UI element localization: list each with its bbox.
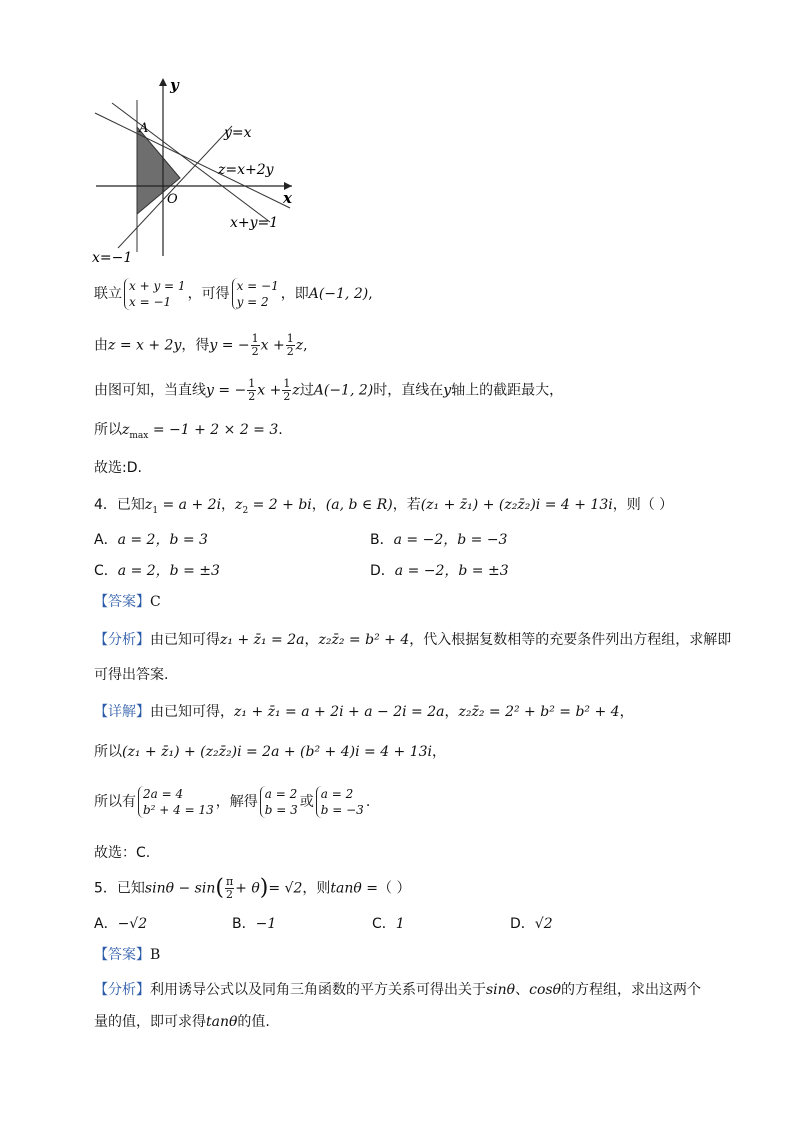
q4-answer: 【答案】C	[94, 594, 161, 610]
q5-option-b: B．−1	[232, 916, 277, 932]
q5-analysis-line2: 量的值，即可求得tanθ的值.	[94, 1014, 270, 1030]
solution-line-system: 联立 x + y = 1 x = −1 ，可得 x = −1 y = 2 ，即A(−1, 2),	[94, 279, 373, 309]
system-brace-5: a = 2 b = −3	[316, 786, 364, 818]
fraction-pi-over-2: $\frac{\pi}{2}$	[225, 875, 234, 901]
line-label-x-eq-minus1: x=−1	[92, 250, 133, 266]
origin-label: O	[167, 192, 178, 207]
system-brace-1: x + y = 1 x = −1	[124, 278, 186, 310]
q4-analysis-line2: 可得出答案.	[94, 667, 169, 683]
q4-option-b: B．a = −2，b = −3	[370, 532, 508, 548]
q4-detail-line3: 所以有 2a = 4 b² + 4 = 13 ，解得 a = 2 b = 3 或 a = 2 b = −3 .	[94, 787, 371, 817]
q5-option-a: A．−√2	[94, 916, 148, 932]
system-brace-2: x = −1 y = 2	[232, 278, 279, 310]
fraction-half: $\frac{1}{2}$	[248, 377, 256, 403]
solution-choice-d: 故选:D.	[94, 460, 142, 476]
line-label-z: z=x+2y	[218, 162, 274, 178]
fraction-half: $\frac{1}{2}$	[283, 377, 291, 403]
q5-option-c: C．1	[372, 916, 405, 932]
axis-y-label: y	[170, 76, 179, 94]
point-A-label: A	[139, 121, 149, 136]
question-4-stem: 4．已知$z_1 = a + 2i$，$z_2 = 2$ + bi，(a, b ∈ R)，若(z₁ + z̄₁) + (z₂z̄₂)i = 4 + 13i，则（ ）	[94, 497, 674, 516]
q5-analysis-line1: 【分析】利用诱导公式以及同角三角函数的平方关系可得出关于sinθ、cosθ的方程组，求出这两个	[94, 982, 701, 998]
q4-analysis-line1: 【分析】由已知可得z₁ + z̄₁ = 2a，z₂z̄₂ = b² + 4，代入根据复数相等的充要条件列出方程组，求解即	[94, 632, 732, 648]
q4-detail-line1: 【详解】由已知可得，z₁ + z̄₁ = a + 2i + a − 2i = 2a，z₂z̄₂ = 2² + b² = b² + 4，	[94, 704, 634, 720]
solution-line-rewrite: 由z = x + 2y，得y = − $\frac{1}{2}$ x + $\frac{1}{2}$ z,	[94, 332, 308, 358]
q4-option-c: C．a = 2，b = ±3	[94, 563, 220, 579]
line-label-y-eq-x: y=x	[224, 125, 252, 141]
feasible-region-figure	[86, 70, 306, 270]
line-y-eq-x	[118, 126, 232, 248]
line-z	[95, 113, 290, 208]
q4-option-a: A．a = 2，b = 3	[94, 532, 208, 548]
question-5-stem: 5．已知sinθ − sin( $\frac{\pi}{2}$ + θ)= √2，则tanθ =（ ）	[94, 875, 411, 901]
q4-detail-line2: 所以(z₁ + z̄₁) + (z₂z̄₂)i = 2a + (b² + 4)i = 4 + 13i，	[94, 744, 447, 760]
fraction-half: $\frac{1}{2}$	[251, 332, 259, 358]
q4-option-d: D．a = −2，b = ±3	[370, 563, 509, 579]
solution-line-graph: 由图可知，当直线y = − $\frac{1}{2}$ x + $\frac{1}{2}$ z过A(−1, 2)时，直线在y轴上的截距最大，	[94, 377, 564, 403]
q5-option-d: D．√2	[510, 916, 553, 932]
q5-answer: 【答案】B	[94, 947, 161, 963]
axis-x-label: x	[283, 189, 292, 207]
q4-choice: 故选：C.	[94, 845, 151, 861]
system-brace-3: 2a = 4 b² + 4 = 13	[138, 786, 214, 818]
solution-line-max: 所以$z_{max} = -1 + 2 \times 2 = 3$.	[94, 422, 283, 441]
line-label-sum: x+y=1	[230, 215, 279, 231]
fraction-half: $\frac{1}{2}$	[286, 332, 294, 358]
system-brace-4: a = 2 b = 3	[260, 786, 298, 818]
y-axis-arrow	[159, 78, 167, 86]
